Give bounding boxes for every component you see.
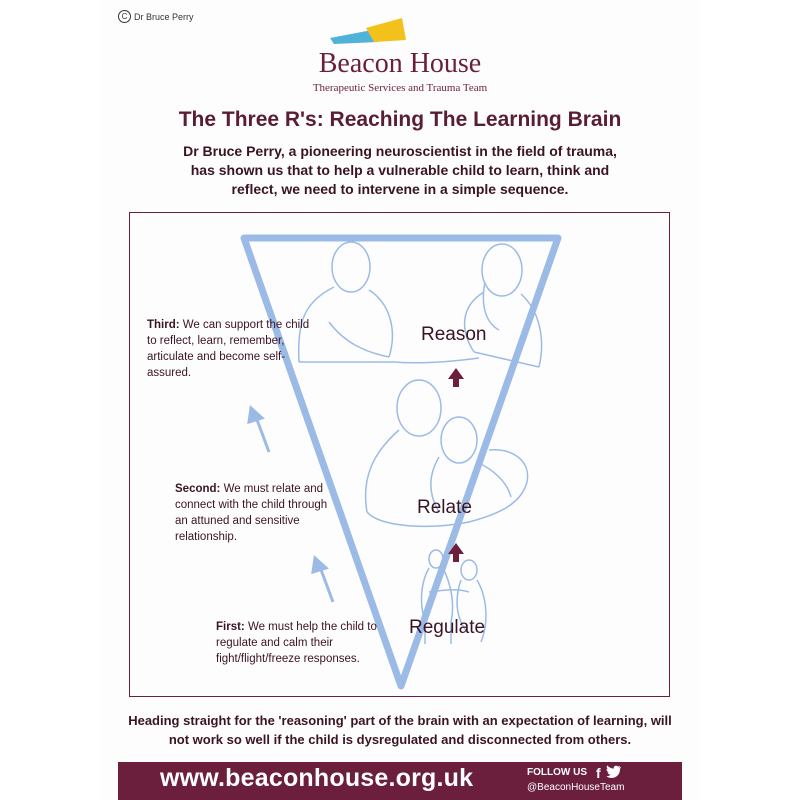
up-arrow-icon [448, 368, 464, 387]
step-first [216, 619, 391, 667]
diagonal-up-arrow-icon [249, 408, 269, 452]
social-handle[interactable]: @BeaconHouseTeam [527, 782, 625, 793]
page-title: The Three R's: Reaching The Learning Brain [178, 108, 622, 131]
social-icons [596, 765, 622, 781]
copyright-text: Dr Bruce Perry [134, 11, 194, 22]
brand-name: Beacon House [318, 48, 482, 79]
brand-tagline: Therapeutic Services and Trauma Team [312, 82, 488, 94]
stage-regulate: Regulate [409, 617, 486, 638]
logo-yellow-shape [366, 18, 406, 42]
step-third [147, 317, 312, 381]
copyright-icon: C [118, 10, 131, 23]
step-second-label: Second: [175, 483, 221, 495]
beacon-house-logo [330, 18, 470, 50]
step-third-label: Third: [147, 319, 180, 331]
website-link[interactable]: www.beaconhouse.org.uk [160, 764, 474, 792]
reason-figures-illustration [299, 242, 542, 367]
step-first-text: We must help the child to regulate and calm their fight/flight/freeze responses. [216, 621, 377, 665]
stage-reason: Reason [421, 324, 487, 345]
copyright-notice [118, 10, 194, 23]
intro-text: Dr Bruce Perry, a pioneering neuroscientist in the field of trauma, has shown us that to help a vulnerable child to learn, think and reflect, we need to intervene in a simple sequence. [183, 143, 617, 197]
step-third-text: We can support the child to reflect, learn, remember, articulate and become self-assured. [147, 319, 310, 379]
twitter-icon[interactable] [606, 765, 622, 779]
three-rs-diagram [129, 212, 670, 697]
stage-relate: Relate [417, 497, 472, 518]
follow-us-label: FOLLOW US [527, 767, 587, 778]
diagonal-up-arrow-icon [313, 558, 333, 602]
step-second [175, 481, 340, 545]
facebook-icon[interactable]: f [596, 765, 601, 781]
footer-message: Heading straight for the 'reasoning' part of the brain with an expectation of learning, will not work so well if the child is dysregulated and disconnected from others. [128, 713, 672, 747]
step-second-text: We must relate and connect with the child through an attuned and sensitive relationship. [175, 483, 328, 543]
step-first-label: First: [216, 621, 245, 633]
